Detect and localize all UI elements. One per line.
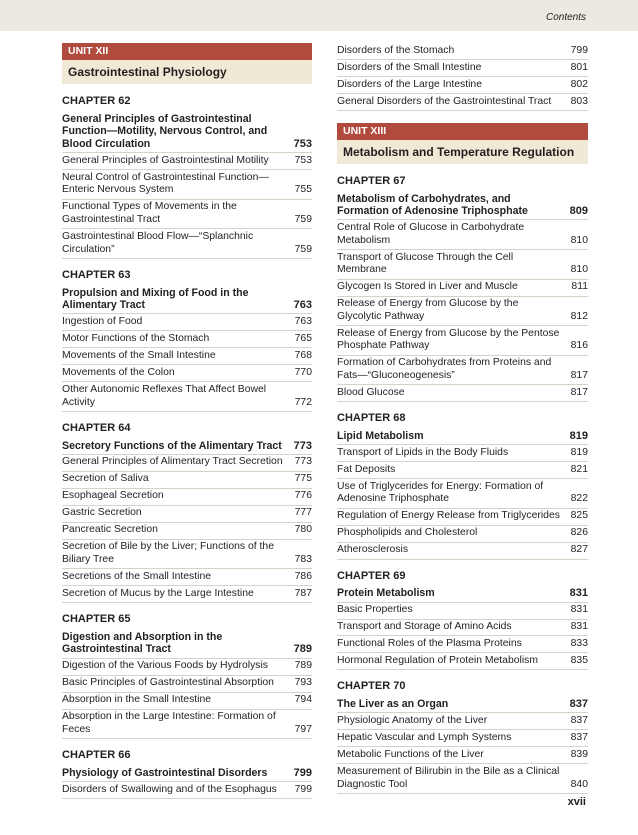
toc-entry[interactable]	[337, 526, 588, 543]
entry-title: Movements of the Small Intestine	[62, 350, 216, 361]
entry-title: Metabolic Functions of the Liver	[337, 749, 484, 760]
toc-entry[interactable]	[337, 479, 588, 509]
chapter-title: Secretory Functions of the Alimentary Tract	[62, 439, 282, 452]
entry-title: Ingestion of Food	[62, 316, 143, 328]
page-number-ref: 753	[293, 137, 312, 150]
toc-entry[interactable]	[62, 676, 312, 693]
page-number-ref: 794	[294, 694, 312, 706]
entry-title: Physiologic Anatomy of the Liver	[337, 715, 488, 727]
toc-entry[interactable]	[62, 170, 312, 200]
entry-title: Pancreatic Secretion	[62, 524, 158, 536]
toc-entry[interactable]	[62, 782, 312, 799]
entry-title: Gastric Secretion	[62, 507, 142, 519]
entry-title: Esophageal Secretion	[62, 490, 164, 502]
toc-entry[interactable]	[62, 200, 312, 230]
toc-entry[interactable]	[62, 523, 312, 540]
chapter-block	[62, 269, 312, 412]
page-number-ref: 811	[571, 281, 588, 293]
toc-entry[interactable]	[337, 509, 588, 526]
page-number-ref: 821	[570, 463, 588, 475]
unit-heading	[62, 59, 312, 84]
entry-title: Transport of Glucose Through the Cell Membrane	[337, 251, 514, 276]
page-number-ref: 783	[294, 553, 312, 565]
entry-title: Secretions of the Small Intestine	[62, 570, 212, 582]
page-number-ref: 755	[294, 184, 312, 196]
page-number-ref: 839	[570, 749, 588, 760]
chapter-label: CHAPTER 68	[337, 412, 406, 425]
chapter-label: CHAPTER 69	[337, 569, 406, 582]
chapter-heading-entry[interactable]	[62, 111, 312, 153]
chapter-block	[62, 613, 312, 739]
page-number-ref: 803	[570, 95, 588, 107]
entry-title: Movements of the Colon	[62, 366, 175, 378]
toc-entry[interactable]	[337, 730, 588, 747]
page-number-ref: 799	[570, 44, 588, 56]
chapter-label: CHAPTER 64	[62, 421, 131, 434]
chapter-heading-entry[interactable]	[337, 696, 588, 713]
page-number-ref: 826	[570, 527, 588, 539]
entry-title: Regulation of Energy Release from Triglycerides	[337, 510, 560, 522]
page-number-ref: 759	[294, 243, 312, 255]
page-number-ref: 817	[570, 386, 588, 398]
page-number-ref: 822	[570, 493, 588, 505]
page-number-ref: 802	[570, 78, 588, 90]
chapter-title: Physiology of Gastrointestinal Disorders	[62, 766, 268, 779]
entry-title: Transport of Lipids in the Body Fluids	[337, 446, 509, 458]
chapter-heading-entry[interactable]	[62, 629, 312, 659]
entry-title: Functional Types of Movements in the Gastrointestinal Tract	[62, 201, 237, 225]
page-number-ref: 799	[293, 766, 312, 779]
continued-entries	[337, 43, 588, 111]
toc-entry[interactable]	[62, 153, 312, 170]
page-number-ref: 801	[570, 61, 588, 73]
chapter-block	[62, 95, 312, 259]
entry-title: Gastrointestinal Blood Flow—“Splanchnic Circulation”	[62, 230, 254, 255]
unit-title: Gastrointestinal Physiology	[62, 60, 312, 84]
page-number-ref: 837	[570, 732, 588, 744]
page-number-ref: 772	[294, 396, 312, 408]
toc-entry[interactable]	[337, 43, 588, 60]
page-number-ref: 773	[293, 439, 312, 452]
page-number-ref: 816	[570, 340, 588, 352]
toc-entry[interactable]	[337, 385, 588, 402]
toc-entry[interactable]	[62, 455, 312, 472]
entry-title: Other Autonomic Reflexes That Affect Bowel Activity	[62, 383, 267, 408]
toc-entry[interactable]	[337, 94, 588, 111]
toc-entry[interactable]	[62, 506, 312, 523]
page-number: xvii	[567, 796, 586, 808]
entry-title: Measurement of Bilirubin in the Bile as a Clinical Diagnostic Tool	[337, 765, 560, 790]
unit-number: UNIT XIII	[337, 123, 588, 139]
toc-entry[interactable]	[62, 229, 312, 259]
page-number-ref: 840	[570, 778, 588, 790]
entry-title: Use of Triglycerides for Energy: Formation of Adenosine Triphosphate	[337, 480, 544, 505]
toc-entry[interactable]	[337, 280, 588, 297]
page-number-ref: 819	[570, 446, 588, 458]
page-number-ref: 831	[569, 587, 588, 600]
entry-title: Secretion of Mucus by the Large Intestine	[62, 587, 254, 599]
chapter-label: CHAPTER 66	[62, 749, 131, 762]
entry-title: Absorption in the Small Intestine	[62, 694, 212, 706]
chapter-heading-entry[interactable]	[62, 765, 312, 782]
page-number-ref: 837	[570, 715, 588, 727]
page-number-ref: 753	[294, 154, 312, 166]
entry-title: Disorders of Swallowing and of the Esophagus	[62, 783, 277, 795]
toc-entry[interactable]	[337, 445, 588, 462]
running-head: Contents	[545, 12, 586, 23]
entry-title: Hepatic Vascular and Lymph Systems	[337, 732, 512, 744]
page-number-ref: 763	[294, 316, 312, 328]
toc-entry[interactable]	[337, 356, 588, 386]
unit-title: Metabolism and Temperature Regulation	[337, 140, 588, 164]
page-number-ref: 799	[294, 783, 312, 795]
toc-entry[interactable]	[337, 220, 588, 250]
chapter-label: CHAPTER 67	[337, 174, 406, 187]
entry-title: Disorders of the Stomach	[337, 44, 455, 56]
right-column	[337, 43, 588, 794]
toc-entry[interactable]	[337, 77, 588, 94]
entry-title: Secretion of Bile by the Liver; Functions of the Biliary Tree	[62, 541, 274, 565]
page-number-ref: 831	[570, 604, 588, 616]
left-column	[62, 43, 312, 799]
toc-entry[interactable]	[62, 693, 312, 710]
chapter-label: CHAPTER 63	[62, 268, 131, 281]
toc-entry[interactable]	[62, 569, 312, 586]
toc-entry[interactable]	[62, 365, 312, 382]
toc-entry[interactable]	[337, 462, 588, 479]
entry-title: Secretion of Saliva	[62, 473, 149, 485]
entry-title: Digestion of the Various Foods by Hydrolysis	[62, 660, 268, 672]
toc-entry[interactable]	[337, 764, 588, 794]
entry-title: General Principles of Gastrointestinal Motility	[62, 154, 269, 166]
page-number-ref: 763	[293, 299, 312, 312]
entry-title: Functional Roles of the Plasma Proteins	[337, 638, 522, 650]
entry-title: Phospholipids and Cholesterol	[337, 527, 478, 539]
toc-entry[interactable]	[62, 489, 312, 506]
page-number-ref: 835	[570, 655, 588, 667]
entry-title: Blood Glucose	[337, 386, 405, 398]
chapter-block	[337, 570, 588, 671]
toc-entry[interactable]	[62, 331, 312, 348]
page-number-ref: 819	[569, 429, 588, 442]
chapter-heading-entry[interactable]	[62, 438, 312, 455]
entry-title: Motor Functions of the Stomach	[62, 333, 210, 345]
chapter-label: CHAPTER 62	[62, 95, 131, 107]
chapter-heading-entry[interactable]	[337, 191, 588, 221]
page-number-ref: 773	[294, 456, 312, 468]
entry-title: Release of Energy from Glucose by the Glycolytic Pathway	[337, 298, 519, 322]
page-number-ref: 797	[294, 723, 312, 735]
chapter-title: Lipid Metabolism	[337, 429, 424, 442]
entry-title: Absorption in the Large Intestine: Formation of Feces	[62, 711, 276, 735]
toc-entry[interactable]	[62, 710, 312, 740]
entry-title: Glycogen Is Stored in Liver and Muscle	[337, 281, 518, 293]
chapter-block	[337, 680, 588, 793]
entry-title: Basic Properties	[337, 604, 413, 616]
toc-entry[interactable]	[62, 586, 312, 603]
chapter-heading-entry[interactable]	[337, 428, 588, 445]
toc-entry[interactable]	[62, 382, 312, 412]
running-header-bar	[0, 0, 638, 31]
toc-entry[interactable]	[337, 603, 588, 620]
page-number-ref: 812	[570, 310, 588, 322]
chapter-label: CHAPTER 70	[337, 680, 406, 693]
page-number-ref: 817	[570, 369, 588, 381]
page-number-ref: 787	[294, 587, 312, 599]
toc-entry[interactable]	[337, 653, 588, 670]
chapter-title: Protein Metabolism	[337, 587, 435, 600]
toc-entry[interactable]	[337, 747, 588, 764]
chapter-title: The Liver as an Organ	[337, 698, 449, 711]
toc-entry[interactable]	[337, 326, 588, 356]
toc-entry[interactable]	[62, 348, 312, 365]
toc-entry[interactable]	[62, 659, 312, 676]
toc-entry[interactable]	[337, 250, 588, 280]
page-number-ref: 793	[294, 677, 312, 689]
page-number-ref: 768	[294, 350, 312, 361]
entry-title: Formation of Carbohydrates from Proteins and Fats—“Gluconeogenesis”	[337, 357, 552, 381]
chapter-label: CHAPTER 65	[62, 613, 131, 626]
chapter-title: General Principles of Gastrointestinal Function—Motility, Nervous Control, and Blood Circulation	[62, 112, 268, 150]
chapter-title: Metabolism of Carbohydrates, and Formation of Adenosine Triphosphate	[337, 192, 528, 218]
page-number-ref: 831	[570, 621, 588, 633]
entry-title: General Disorders of the Gastrointestinal Tract	[337, 95, 552, 107]
page-number-ref: 786	[294, 570, 312, 582]
toc-entry[interactable]	[337, 713, 588, 730]
chapter-block	[337, 412, 588, 559]
entry-title: Neural Control of Gastrointestinal Function—Enteric Nervous System	[62, 171, 269, 196]
entry-title: Disorders of the Large Intestine	[337, 78, 482, 90]
toc-entry[interactable]	[62, 540, 312, 570]
toc-entry[interactable]	[337, 297, 588, 327]
page-number-ref: 780	[294, 524, 312, 536]
unit-number: UNIT XII	[62, 43, 312, 59]
page-number-ref: 789	[294, 660, 312, 672]
page-number-ref: 833	[570, 638, 588, 650]
toc-entry[interactable]	[337, 543, 588, 560]
page-number-ref: 777	[294, 507, 312, 519]
page-number-ref: 810	[570, 234, 588, 246]
toc-entry[interactable]	[62, 472, 312, 489]
toc-entry[interactable]	[337, 636, 588, 653]
unit-heading	[337, 139, 588, 164]
entry-title: Central Role of Glucose in Carbohydrate Metabolism	[337, 222, 525, 246]
entry-title: Basic Principles of Gastrointestinal Absorption	[62, 677, 274, 689]
chapter-block	[62, 422, 312, 603]
page-number-ref: 825	[570, 510, 588, 522]
entry-title: Hormonal Regulation of Protein Metabolism	[337, 655, 538, 667]
entry-title: General Principles of Alimentary Tract Secretion	[62, 456, 283, 468]
page-number-ref: 775	[294, 473, 312, 485]
page-number-ref: 759	[294, 213, 312, 225]
page-number-ref: 810	[570, 264, 588, 276]
chapter-title: Propulsion and Mixing of Food in the Alimentary Tract	[62, 286, 249, 312]
toc-entry[interactable]	[62, 314, 312, 331]
entry-title: Atherosclerosis	[337, 544, 409, 556]
entry-title: Fat Deposits	[337, 463, 396, 475]
chapter-block	[62, 749, 312, 799]
page-number-ref: 837	[569, 698, 588, 711]
toc-entry[interactable]	[337, 620, 588, 637]
chapter-heading-entry[interactable]	[62, 285, 312, 315]
page-number-ref: 809	[569, 205, 588, 218]
entry-title: Disorders of the Small Intestine	[337, 61, 482, 73]
chapter-block	[337, 175, 588, 402]
page-number-ref: 776	[294, 490, 312, 502]
toc-entry[interactable]	[337, 60, 588, 77]
page-number-ref: 827	[570, 544, 588, 556]
page-number-ref: 789	[293, 643, 312, 656]
page-number-ref: 770	[294, 366, 312, 378]
chapter-title: Digestion and Absorption in the Gastrointestinal Tract	[62, 630, 223, 656]
chapter-heading-entry[interactable]	[337, 586, 588, 603]
entry-title: Transport and Storage of Amino Acids	[337, 621, 512, 633]
page-number-ref: 765	[294, 333, 312, 345]
entry-title: Release of Energy from Glucose by the Pentose Phosphate Pathway	[337, 327, 560, 352]
